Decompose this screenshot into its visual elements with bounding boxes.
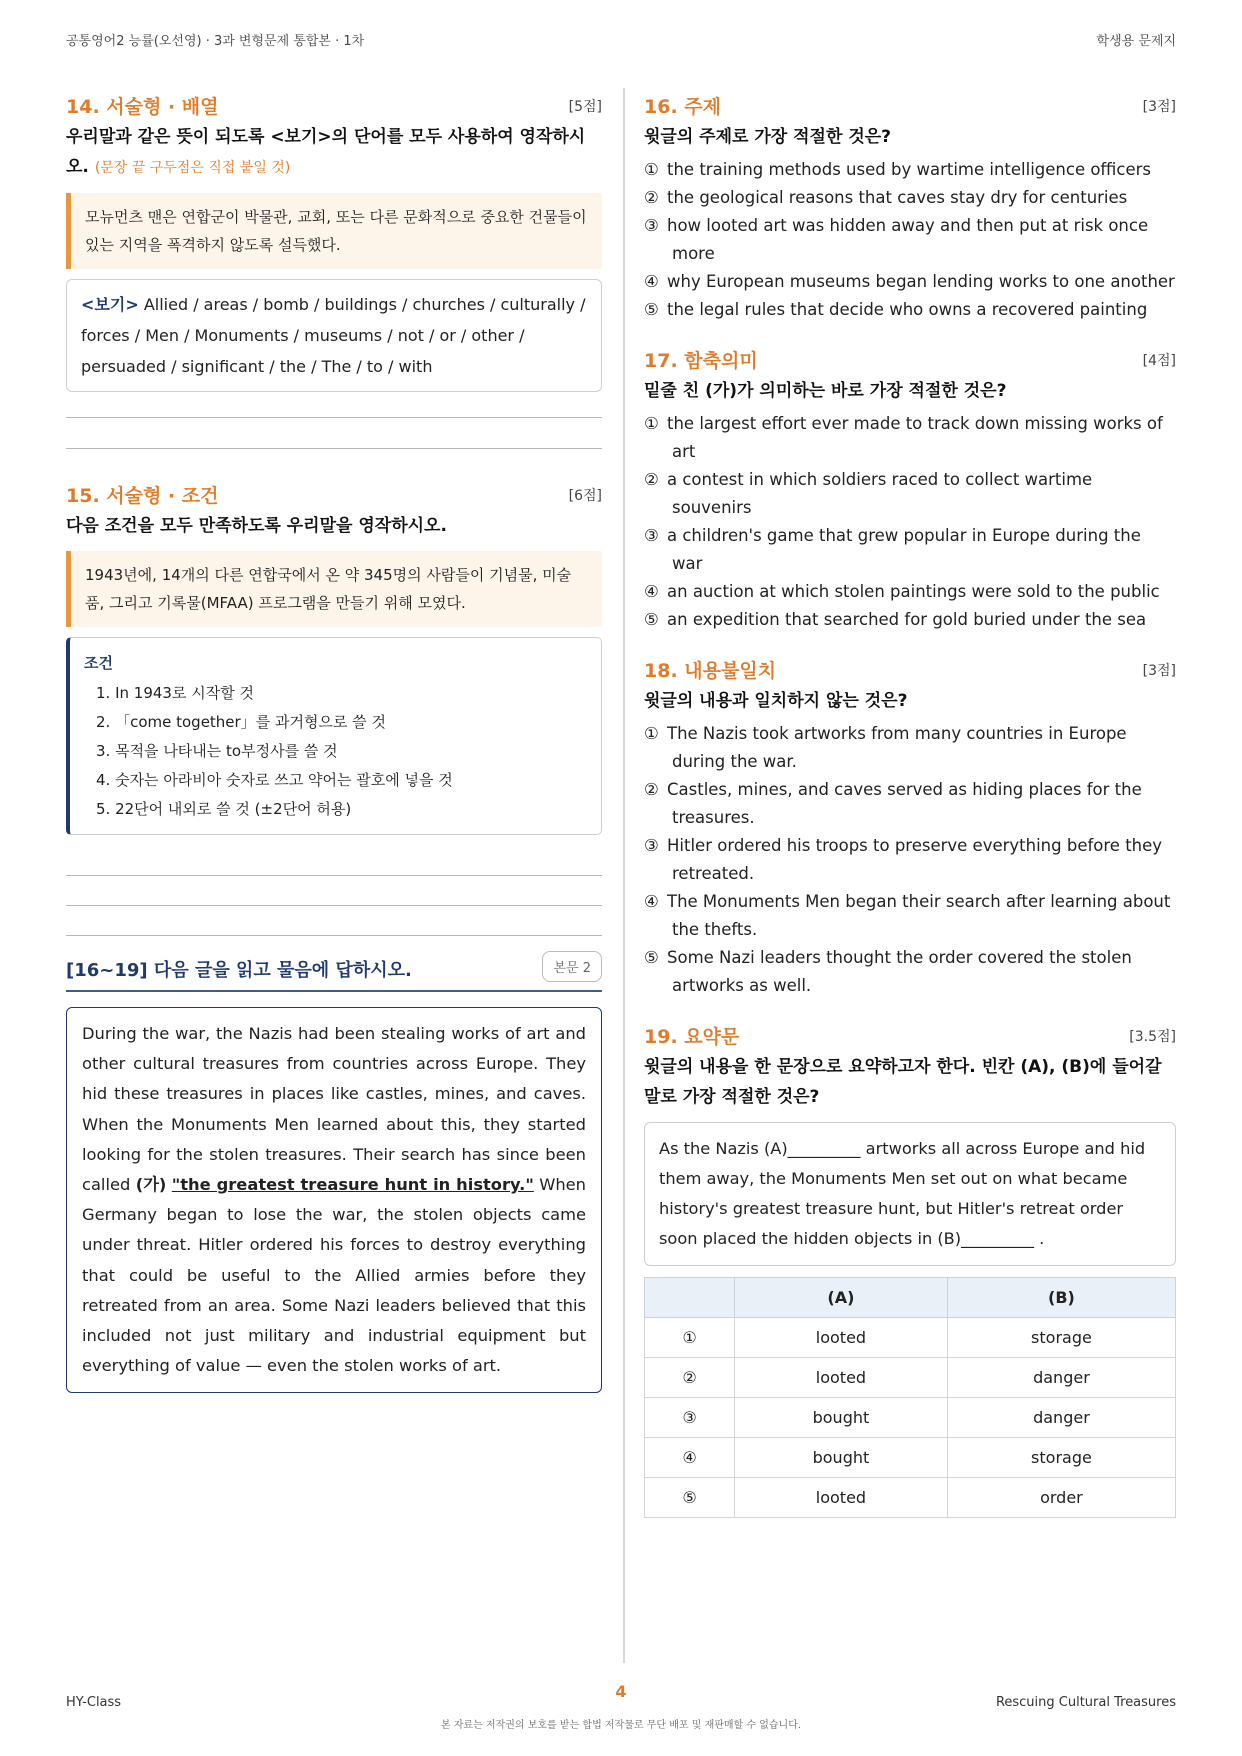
copyright-notice: 본 자료는 저작권의 보호를 받는 합법 저작물로 무단 배포 및 재판매할 수 없습니다.: [440, 1720, 802, 1731]
instruction-text: [16~19] 다음 글을 읽고 물음에 답하시오.: [66, 960, 412, 981]
table-header-row: [645, 1278, 1176, 1318]
option-number: ⑤: [644, 610, 659, 629]
passage-ga-marker: (가): [135, 1175, 167, 1195]
q17-option[interactable]: [644, 522, 1176, 578]
q14-prompt: [66, 122, 602, 183]
option-number: ①: [644, 414, 659, 433]
passage-badge: 본문 2: [542, 951, 602, 982]
row-a: bought: [735, 1398, 948, 1438]
option-text: an expedition that searched for gold buried under the sea: [667, 610, 1147, 629]
page-number: 4: [615, 1682, 627, 1701]
option-number: ③: [644, 836, 659, 855]
q15-answer-lines: [66, 875, 602, 936]
q19-points: [3.5점]: [1129, 1029, 1176, 1045]
option-text: a children's game that grew popular in Europe during the war: [667, 526, 1141, 573]
q14-points: [5점]: [568, 99, 602, 115]
option-text: the legal rules that decide who owns a recovered painting: [667, 300, 1148, 319]
row-a: bought: [735, 1438, 948, 1478]
q18-prompt: 윗글의 내용과 일치하지 않는 것은?: [644, 691, 908, 711]
row-a: looted: [735, 1478, 948, 1518]
q17-title: 17. 함축의미: [644, 350, 758, 372]
row-b: order: [947, 1478, 1175, 1518]
option-text: Some Nazi leaders thought the order covered the stolen artworks as well.: [667, 948, 1132, 995]
q18-option[interactable]: [644, 720, 1176, 776]
q17-prompt: 밑줄 친 (가)가 의미하는 바로 가장 적절한 것은?: [644, 381, 1007, 401]
q15-korean-sentence: 1943년에, 14개의 다른 연합국에서 온 약 345명의 사람들이 기념물, 미술품, 그리고 기록물(MFAA) 프로그램을 만들기 위해 모였다.: [66, 551, 602, 627]
column-divider: [623, 88, 625, 1663]
reading-passage: [66, 1007, 602, 1393]
header-right: 학생용 문제지: [1096, 34, 1176, 49]
option-number: ③: [644, 216, 659, 235]
table-row[interactable]: [645, 1438, 1176, 1478]
q19-head: [644, 1018, 1176, 1052]
q14-answer-lines: [66, 417, 602, 449]
q14-korean-sentence: 모뉴먼츠 맨은 연합군이 박물관, 교회, 또는 다른 문화적으로 중요한 건물들이 있는 지역을 폭격하지 않도록 설득했다.: [66, 193, 602, 269]
footer-left: HY-Class: [66, 1695, 122, 1710]
option-number: ②: [644, 780, 659, 799]
q17-option[interactable]: [644, 606, 1176, 634]
q17-head: [644, 342, 1176, 376]
q14-bogi-label: <보기>: [81, 295, 139, 314]
passage-part1: During the war, the Nazis had been stealing works of art and other cultural treasures from countries across Europe. They hid these treasures in places like castles, mines, and caves. When the Monuments Men learned about this, they started looking for the stolen treasures. Their search has since been called: [82, 1024, 586, 1195]
option-number: ②: [644, 470, 659, 489]
q16-option[interactable]: [644, 212, 1176, 268]
q17-option[interactable]: [644, 466, 1176, 522]
option-number: ①: [644, 160, 659, 179]
table-header-b: (B): [947, 1278, 1175, 1318]
q14-bogi-words: Allied / areas / bomb / buildings / churches / culturally / forces / Men / Monuments / museums / not / or / other / persuaded / significant / the / The / to / with: [81, 295, 586, 376]
footer-right: Rescuing Cultural Treasures: [995, 1695, 1176, 1710]
answer-line[interactable]: [66, 905, 602, 906]
q14-note: (문장 끝 구두점은 직접 붙일 것): [94, 160, 291, 176]
answer-line[interactable]: [66, 417, 602, 418]
q19-answer-table: [644, 1277, 1176, 1518]
q15-conditions-title: 조건: [84, 654, 113, 672]
passage-instruction: [66, 948, 602, 992]
q18-points: [3점]: [1142, 663, 1176, 679]
row-b: storage: [947, 1318, 1175, 1358]
q18-head: [644, 652, 1176, 686]
option-number: ①: [644, 724, 659, 743]
condition-item: 4. 숫자는 아라비아 숫자로 쓰고 약어는 괄호에 넣을 것: [96, 771, 453, 789]
option-number: ②: [644, 188, 659, 207]
option-number: ④: [644, 892, 659, 911]
question-15: [66, 477, 602, 936]
option-number: ③: [644, 526, 659, 545]
condition-item: 2. 「come together」를 과거형으로 쓸 것: [96, 713, 386, 731]
question-14: [66, 88, 602, 449]
q15-conditions-box: [66, 637, 602, 835]
q17-option[interactable]: [644, 410, 1176, 466]
row-number: ②: [645, 1358, 735, 1398]
q17-points: [4점]: [1142, 353, 1176, 369]
option-text: Hitler ordered his troops to preserve everything before they retreated.: [667, 836, 1163, 883]
table-header-a: (A): [735, 1278, 948, 1318]
table-row[interactable]: [645, 1358, 1176, 1398]
q19-prompt: 윗글의 내용을 한 문장으로 요약하고자 한다. 빈칸 (A), (B)에 들어갈 말로 가장 적절한 것은?: [644, 1057, 1162, 1107]
option-number: ⑤: [644, 948, 659, 967]
row-a: looted: [735, 1358, 948, 1398]
q14-head: [66, 88, 602, 122]
q15-head: [66, 477, 602, 511]
q15-points: [6점]: [568, 488, 602, 504]
option-text: Castles, mines, and caves served as hiding places for the treasures.: [667, 780, 1142, 827]
option-number: ④: [644, 582, 659, 601]
option-text: the geological reasons that caves stay dry for centuries: [667, 188, 1128, 207]
q14-bogi-box: [66, 279, 602, 392]
passage-part2: When Germany began to lose the war, the stolen objects came under threat. Hitler ordered his forces to destroy everything that could be useful to the Allied armies before they retreated from an area. Some Nazi leaders believed that this included not just military and industrial equipment but everything of value — even the stolen works of art.: [82, 1175, 586, 1376]
question-17: [644, 342, 1176, 634]
option-text: how looted art was hidden away and then put at risk once more: [667, 216, 1149, 263]
q18-option[interactable]: [644, 888, 1176, 944]
option-text: a contest in which soldiers raced to collect wartime souvenirs: [667, 470, 1093, 517]
q18-option[interactable]: [644, 832, 1176, 888]
q14-title: 14. 서술형 · 배열: [66, 96, 219, 118]
option-text: the largest effort ever made to track down missing works of art: [667, 414, 1163, 461]
row-number: ①: [645, 1318, 735, 1358]
q14-prompt-text: 우리말과 같은 뜻이 되도록 <보기>의 단어를 모두 사용하여 영작하시오.: [66, 127, 586, 177]
table-row[interactable]: [645, 1478, 1176, 1518]
q16-title: 16. 주제: [644, 96, 721, 118]
row-b: storage: [947, 1438, 1175, 1478]
row-a: looted: [735, 1318, 948, 1358]
q16-option[interactable]: [644, 184, 1176, 212]
option-number: ④: [644, 272, 659, 291]
left-column: [66, 88, 602, 1393]
answer-line[interactable]: [66, 935, 602, 936]
q16-option[interactable]: [644, 156, 1176, 184]
row-b: danger: [947, 1358, 1175, 1398]
row-number: ④: [645, 1438, 735, 1478]
table-header-blank: [645, 1278, 735, 1318]
table-row[interactable]: [645, 1318, 1176, 1358]
condition-item: 1. In 1943로 시작할 것: [96, 684, 254, 702]
q18-option[interactable]: [644, 776, 1176, 832]
q15-prompt: 다음 조건을 모두 만족하도록 우리말을 영작하시오.: [66, 516, 447, 536]
condition-item: 3. 목적을 나타내는 to부정사를 쓸 것: [96, 742, 338, 760]
header-left: 공통영어2 능률(오선영) · 3과 변형문제 통합본 · 1차: [66, 34, 365, 49]
option-text: why European museums began lending works to one another: [667, 272, 1175, 291]
q19-summary-box: As the Nazis (A)_________ artworks all across Europe and hid them away, the Monuments Men set out on what became history's greatest treasure hunt, but Hitler's retreat order soon placed the hidden objects in (B)_________ .: [644, 1122, 1176, 1266]
answer-line[interactable]: [66, 448, 602, 449]
table-row[interactable]: [645, 1398, 1176, 1438]
option-number: ⑤: [644, 300, 659, 319]
q18-title: 18. 내용불일치: [644, 660, 777, 682]
option-text: an auction at which stolen paintings were sold to the public: [667, 582, 1160, 601]
question-18: [644, 652, 1176, 1000]
q16-prompt: 윗글의 주제로 가장 적절한 것은?: [644, 127, 892, 147]
q19-title: 19. 요약문: [644, 1026, 740, 1048]
condition-item: 5. 22단어 내외로 쓸 것 (±2단어 허용): [96, 800, 352, 818]
answer-line[interactable]: [66, 875, 602, 876]
row-number: ⑤: [645, 1478, 735, 1518]
q17-option[interactable]: [644, 578, 1176, 606]
question-19: [644, 1018, 1176, 1518]
q15-title: 15. 서술형 · 조건: [66, 485, 219, 507]
option-text: the training methods used by wartime intelligence officers: [667, 160, 1151, 179]
option-text: The Monuments Men began their search after learning about the thefts.: [667, 892, 1171, 939]
question-16: [644, 88, 1176, 324]
right-column: [644, 88, 1176, 1518]
q16-head: [644, 88, 1176, 122]
q18-option[interactable]: [644, 944, 1176, 1000]
q16-option[interactable]: [644, 268, 1176, 296]
passage-underlined-phrase: "the greatest treasure hunt in history.": [171, 1175, 534, 1195]
row-b: danger: [947, 1398, 1175, 1438]
page-header: [66, 30, 1176, 54]
q16-option[interactable]: [644, 296, 1176, 324]
q16-points: [3점]: [1142, 99, 1176, 115]
row-number: ③: [645, 1398, 735, 1438]
option-text: The Nazis took artworks from many countries in Europe during the war.: [667, 724, 1127, 771]
